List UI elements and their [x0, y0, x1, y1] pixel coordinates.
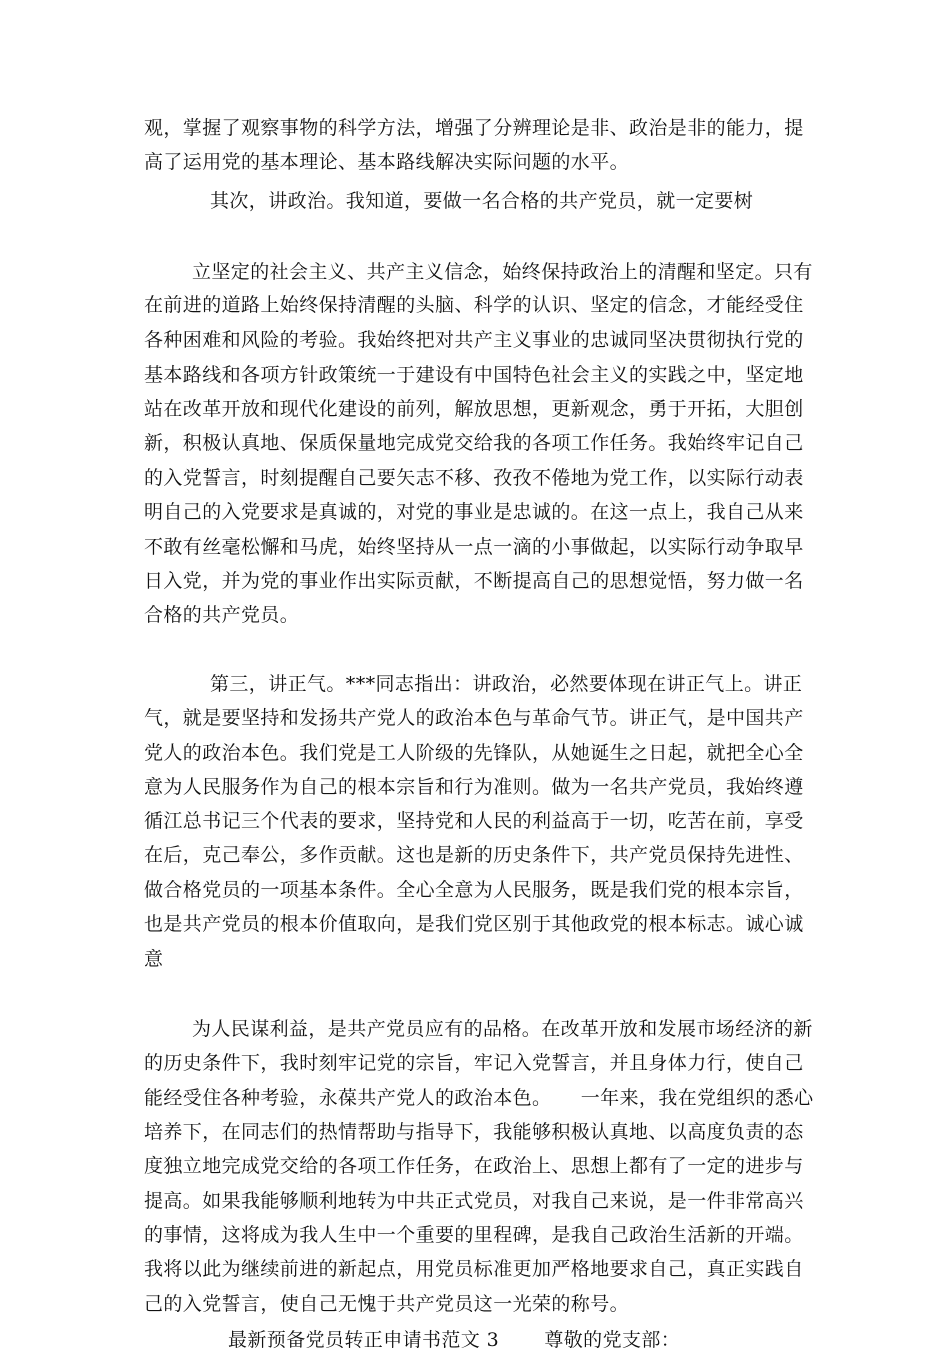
text-line: 度独立地完成党交给的各项工作任务，在政治上、思想上都有了一定的进步与 [144, 1155, 804, 1177]
text-line: 新，积极认真地、保质保量地完成党交给我的各项工作任务。我始终牢记自己 [144, 432, 804, 454]
text-line: 的事情，这将成为我人生中一个重要的里程碑，是我自己政治生活新的开端。 [144, 1224, 804, 1246]
text-line: 党人的政治本色。我们党是工人阶级的先锋队，从她诞生之日起，就把全心全 [144, 742, 804, 764]
text-line: 能经受住各种考验，永葆共产党人的政治本色。 一年来，我在党组织的悉心 [144, 1087, 814, 1109]
text-line: 明自己的入党要求是真诚的，对党的事业是忠诚的。在这一点上，我自己从来 [144, 501, 804, 523]
text-line: 合格的共产党员。 [144, 604, 300, 626]
text-line: 在前进的道路上始终保持清醒的头脑、科学的认识、坚定的信念，才能经受住 [144, 294, 804, 316]
text-line: 基本路线和各项方针政策统一于建设有中国特色社会主义的实践之中，坚定地 [144, 364, 804, 386]
text-line: 立坚定的社会主义、共产主义信念，始终保持政治上的清醒和坚定。只有 [192, 261, 813, 283]
text-line: 各种困难和风险的考验。我始终把对共产主义事业的忠诚同坚决贯彻执行党的 [144, 329, 804, 351]
text-line: 不敢有丝毫松懈和马虎，始终坚持从一点一滴的小事做起，以实际行动争取早 [144, 536, 804, 558]
text-line: 培养下，在同志们的热情帮助与指导下，我能够积极认真地、以高度负责的态 [144, 1121, 804, 1143]
text-line: 观，掌握了观察事物的科学方法，增强了分辨理论是非、政治是非的能力，提 [144, 117, 804, 139]
text-line: 气，就是要坚持和发扬共产党人的政治本色与革命气节。讲正气，是中国共产 [144, 707, 804, 729]
text-line: 为人民谋利益，是共产党员应有的品格。在改革开放和发展市场经济的新 [192, 1018, 813, 1040]
text-line: 做合格党员的一项基本条件。全心全意为人民服务，既是我们党的根本宗旨， [144, 879, 804, 901]
text-line: 我将以此为继续前进的新起点，用党员标准更加严格地要求自己，真正实践自 [144, 1258, 804, 1280]
text-line: 日入党，并为党的事业作出实际贡献，不断提高自己的思想觉悟，努力做一名 [144, 570, 804, 592]
text-line: 提高。如果我能够顺利地转为中共正式党员，对我自己来说，是一件非常高兴 [144, 1190, 804, 1212]
text-line: 意为人民服务作为自己的根本宗旨和行为准则。做为一名共产党员，我始终遵 [144, 776, 804, 798]
text-line: 其次，讲政治。我知道，要做一名合格的共产党员，就一定要树 [210, 190, 754, 212]
text-line: 己的入党誓言，使自己无愧于共产党员这一光荣的称号。 [144, 1293, 630, 1315]
text-line: 循江总书记三个代表的要求，坚持党和人民的利益高于一切，吃苦在前，享受 [144, 810, 804, 832]
text-line: 在后，克己奉公，多作贡献。这也是新的历史条件下，共产党员保持先进性、 [144, 844, 804, 866]
text-line: 站在改革开放和现代化建设的前列，解放思想，更新观念，勇于开拓，大胆创 [144, 398, 804, 420]
text-line: 高了运用党的基本理论、基本路线解决实际问题的水平。 [144, 151, 630, 173]
text-line: 第三，讲正气。***同志指出：讲政治，必然要体现在讲正气上。讲正 [210, 673, 803, 695]
text-line: 也是共产党员的根本价值取向，是我们党区别于其他政党的根本标志。诚心诚 [144, 913, 804, 935]
text-line: 的入党誓言，时刻提醒自己要矢志不移、孜孜不倦地为党工作，以实际行动表 [144, 467, 804, 489]
text-line: 意 [144, 948, 164, 970]
text-line: 的历史条件下，我时刻牢记党的宗旨，牢记入党誓言，并且身体力行，使自己 [144, 1052, 804, 1074]
section-heading: 最新预备党员转正申请书范文 3 尊敬的党支部： [228, 1329, 681, 1351]
